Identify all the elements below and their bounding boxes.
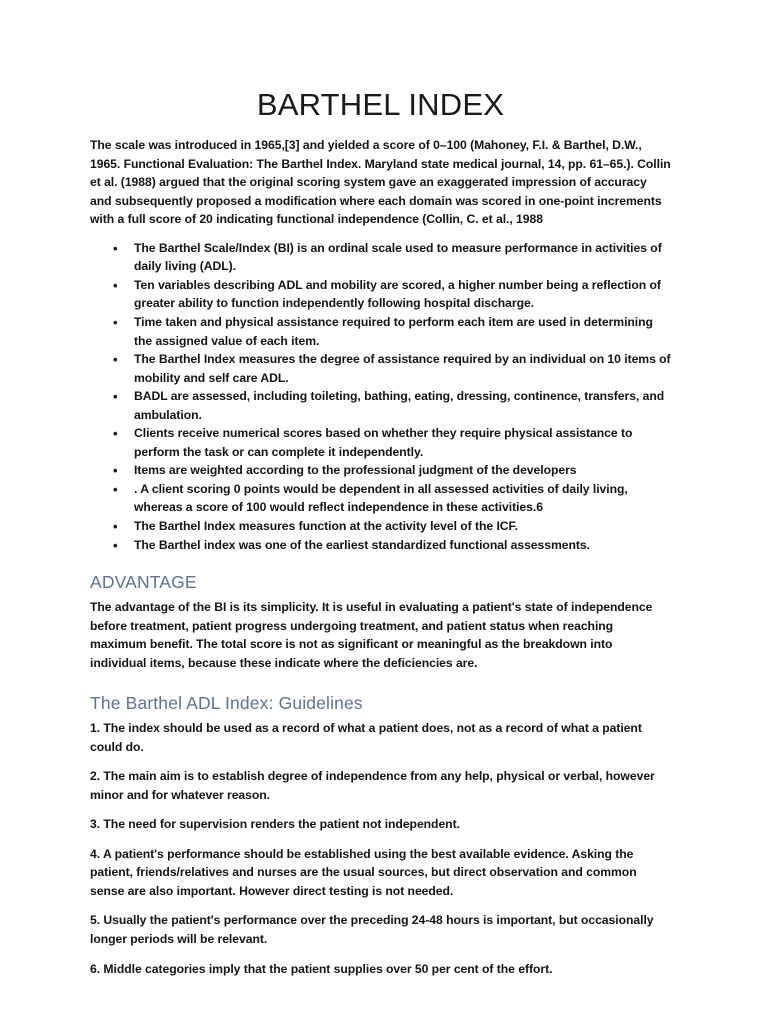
list-item-text: Time taken and physical assistance required to perform each item are used in determining the assigned value of each item. bbox=[134, 315, 653, 348]
list-item bbox=[90, 480, 671, 517]
bullet-icon: • bbox=[113, 277, 118, 293]
list-item bbox=[90, 276, 671, 313]
guidelines-list bbox=[90, 719, 671, 978]
list-item-text: The Barthel Index measures function at the activity level of the ICF. bbox=[134, 519, 518, 534]
bullet-icon: • bbox=[113, 519, 118, 535]
list-item-text: . A client scoring 0 points would be dependent in all assessed activities of daily living, whereas a score of 100 would reflect independence in these activities.6 bbox=[134, 481, 628, 515]
intro-paragraph: The scale was introduced in 1965,[3] and yielded a score of 0–100 (Mahoney, F.I. & Barthel, D.W., 1965. Functional Evaluation: The Barthel Index. Maryland state medical journal, 14, pp. 61–65.). Collin et al. (1988) argued that the original scoring system gave an exaggerated impression of accuracy and subsequently proposed a modification where each domain was scored in one-point increments with a full score of 20 indicating functional independence (Collin, C. et al., 1988 bbox=[90, 138, 671, 227]
list-item bbox=[90, 313, 671, 350]
list-item bbox=[90, 387, 671, 424]
bullet-icon: • bbox=[113, 537, 118, 553]
list-item-text: Ten variables describing ADL and mobility are scored, a higher number being a reflection of greater ability to function independently following hospital discharge. bbox=[134, 277, 661, 311]
list-item-text: The Barthel Scale/Index (BI) is an ordinal scale used to measure performance in activities of daily living (ADL). bbox=[134, 240, 662, 274]
feature-bullet-list bbox=[90, 239, 671, 554]
guideline-item: 4. A patient's performance should be established using the best available evidence. Asking the patient, friends/relatives and nurses are the usual sources, but direct observation and common sense are also important. However direct testing is not needed. bbox=[90, 846, 637, 898]
bullet-icon: • bbox=[113, 389, 118, 405]
list-item bbox=[90, 517, 671, 536]
section-heading-advantage: ADVANTAGE bbox=[90, 572, 197, 593]
guideline-item: 2. The main aim is to establish degree of independence from any help, physical or verbal, however minor and for whatever reason. bbox=[90, 769, 655, 802]
list-item-text: The Barthel Index measures the degree of assistance required by an individual on 10 items of mobility and self care ADL. bbox=[134, 352, 671, 385]
guideline-item: 1. The index should be used as a record of what a patient does, not as a record of what a patient could do. bbox=[90, 721, 642, 754]
bullet-icon: • bbox=[113, 463, 118, 479]
bullet-icon: • bbox=[113, 481, 118, 497]
bullet-icon: • bbox=[113, 426, 118, 442]
list-item-text: Items are weighted according to the professional judgment of the developers bbox=[134, 463, 577, 478]
advantage-paragraph: The advantage of the BI is its simplicity. It is useful in evaluating a patient's state of independence before treatment, patient progress undergoing treatment, and patient status when reaching maximum benefit. The total score is not as significant or meaningful as the breakdown into individual items, because these indicate where the deficiencies are. bbox=[90, 600, 653, 670]
list-item-text: The Barthel index was one of the earliest standardized functional assessments. bbox=[134, 537, 590, 552]
page-title: BARTHEL INDEX bbox=[256, 87, 505, 122]
list-item bbox=[90, 350, 671, 387]
list-item bbox=[90, 461, 671, 480]
guideline-item: 6. Middle categories imply that the patient supplies over 50 per cent of the effort. bbox=[90, 961, 553, 976]
section-heading-guidelines: The Barthel ADL Index: Guidelines bbox=[90, 693, 363, 714]
list-item-text: Clients receive numerical scores based on whether they require physical assistance to perform the task or can complete it independently. bbox=[134, 426, 633, 459]
list-item bbox=[90, 239, 671, 276]
guideline-item: 3. The need for supervision renders the patient not independent. bbox=[90, 817, 460, 832]
bullet-icon: • bbox=[113, 240, 118, 256]
list-item bbox=[90, 536, 671, 555]
list-item-text: BADL are assessed, including toileting, bathing, eating, dressing, continence, transfers, and ambulation. bbox=[134, 389, 665, 422]
list-item bbox=[90, 424, 671, 461]
guideline-item: 5. Usually the patient's performance over the preceding 24-48 hours is important, but occasionally longer periods will be relevant. bbox=[90, 913, 654, 946]
bullet-icon: • bbox=[113, 352, 118, 368]
bullet-icon: • bbox=[113, 315, 118, 331]
